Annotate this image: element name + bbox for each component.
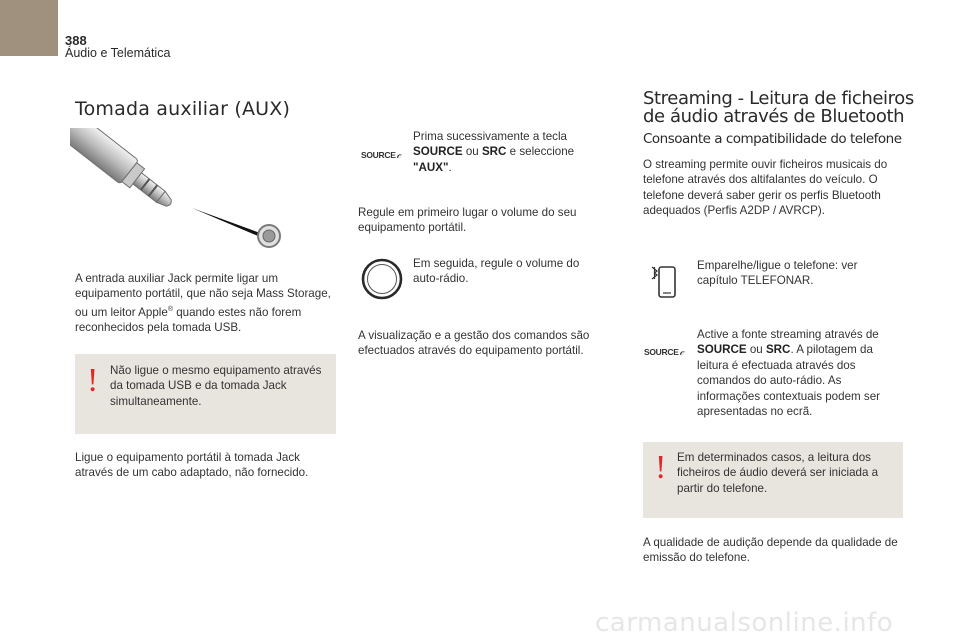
aux-step2: Em seguida, regule o volume do auto-rádio. — [413, 257, 580, 286]
source-button-icon: SOURCE𝒸 — [361, 149, 401, 161]
streaming-warning-box — [643, 442, 903, 518]
streaming-activate-text: Active a fonte streaming através de SOURCE ou SRC. A pilotagem da leitura é efectuada através dos comandos do auto-rádio. As informações contextuais podem ser apresentadas no ecrã. — [697, 328, 881, 419]
streaming-subtitle: Consoante a compatibilidade do telefone — [643, 131, 902, 147]
aux-display-text: A visualização e a gestão dos comandos são efectuados através do equipamento portátil. — [358, 329, 590, 358]
aux-connect-text: Ligue o equipamento portátil à tomada Jack através de um cabo adaptado, não fornecido. — [75, 451, 309, 480]
warning-icon: ! — [87, 362, 99, 399]
aux-title: Tomada auxiliar (AUX) — [75, 98, 291, 120]
aux-intro: A entrada auxiliar Jack permite ligar um equipamento portátil, que não seja Mass Storage, ou um leitor Apple® quando estes não forem reconhecidos pela tomada USB. — [75, 272, 331, 335]
source-button-icon-2: SOURCE𝒸 — [644, 346, 684, 358]
phone-bluetooth-icon — [650, 263, 680, 299]
page-number: 388 — [65, 33, 87, 48]
aux-warning-box — [75, 354, 336, 434]
streaming-quality-text: A qualidade de audição depende da qualidade de emissão do telefone. — [643, 536, 898, 565]
aux-step1: Prima sucessivamente a tecla SOURCE ou SRC e seleccione "AUX". — [413, 130, 575, 174]
chapter-tab — [0, 0, 58, 56]
streaming-intro: O streaming permite ouvir ficheiros musicais do telefone através dos altifalantes do veículo. O telefone deverá saber gerir os perfis Bluetooth adequados (Perfis A2DP / AVRCP). — [643, 158, 888, 218]
section-title: Áudio e Telemática — [65, 46, 171, 60]
aux-volume-text: Regule em primeiro lugar o volume do seu equipamento portátil. — [358, 206, 577, 235]
jack-plug-illustration — [70, 128, 290, 253]
streaming-pair-text: Emparelhe/ligue o telefone: ver capítulo TELEFONAR. — [697, 259, 858, 288]
volume-knob-icon — [361, 258, 403, 300]
streaming-title: Streaming - Leitura de ficheiros de áudio através de Bluetooth — [643, 88, 914, 127]
aux-warning-text: Não ligue o mesmo equipamento através da tomada USB e da tomada Jack simultaneamente. — [110, 364, 322, 408]
streaming-warning-text: Em determinados casos, a leitura dos ficheiros de áudio deverá ser iniciada a partir do telefone. — [677, 451, 879, 495]
watermark: carmanualsonline.info — [595, 608, 894, 638]
warning-icon-2: ! — [655, 449, 667, 486]
